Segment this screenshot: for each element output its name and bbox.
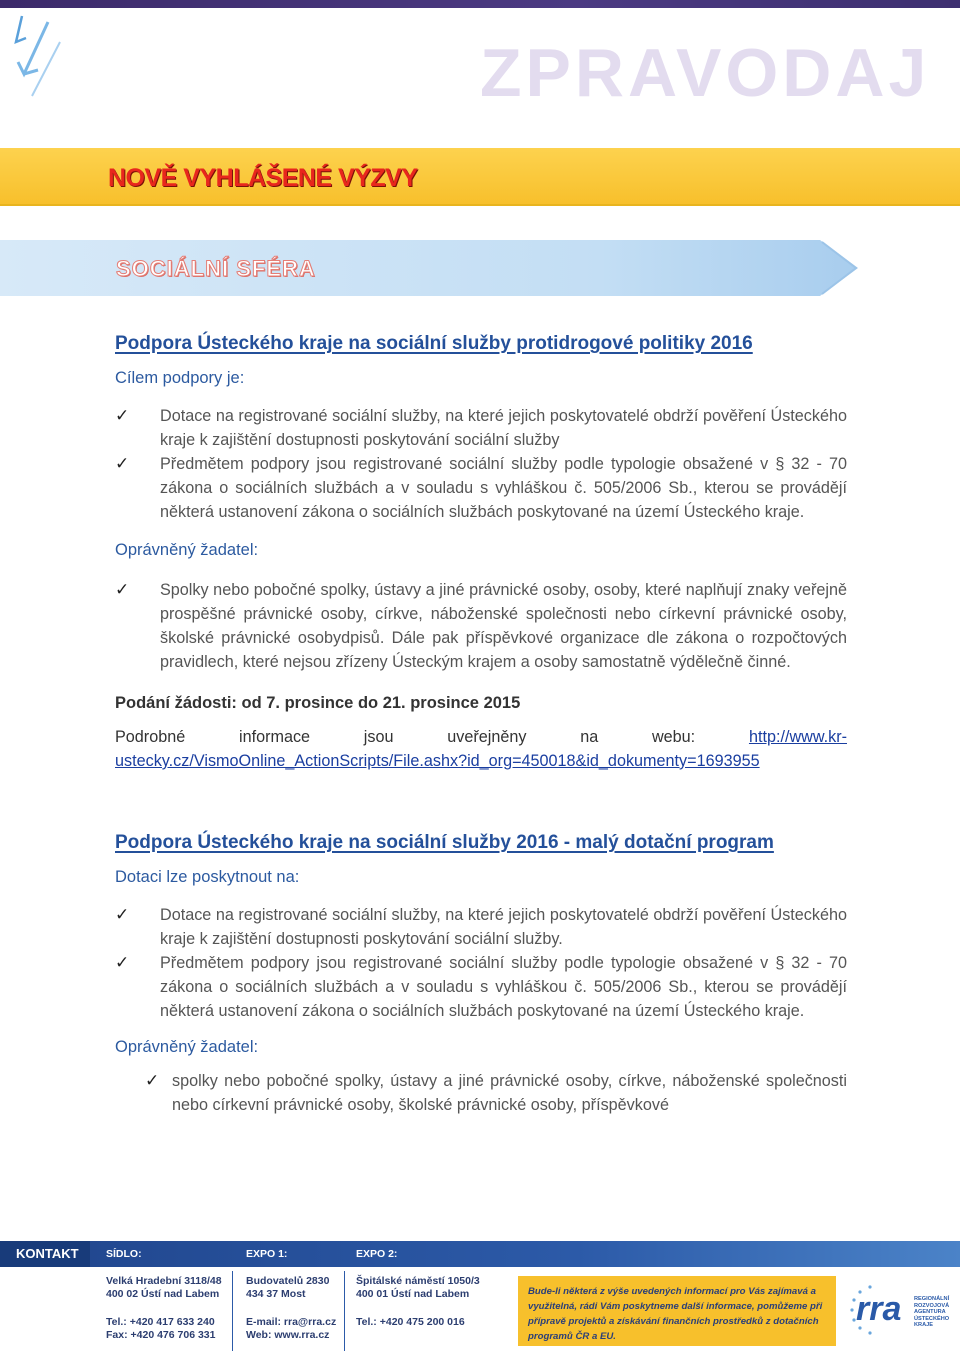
deadline: Podání žádosti: od 7. prosince do 21. prosince 2015 xyxy=(115,694,521,712)
footer-web[interactable]: Web: www.rra.cz xyxy=(246,1329,330,1341)
check-icon: ✓ xyxy=(115,580,130,599)
footer-expo2: Špitálské náměstí 1050/3 400 01 Ústí nad Labem Tel.: +420 475 200 016 xyxy=(356,1275,480,1328)
info-link-continued[interactable]: ustecky.cz/VismoOnline_ActionScripts/File.ashx?id_org=450018&id_dokumenty=1693955 xyxy=(115,752,760,770)
footer-email[interactable]: E-mail: rra@rra.cz xyxy=(246,1316,337,1328)
goal-list-1 xyxy=(115,404,847,524)
footer-expo1-label: EXPO 1: xyxy=(246,1248,288,1260)
goal-list-2 xyxy=(115,903,847,1023)
footer-expo1: Budovatelů 2830 434 37 Most E-mail: rra@rra.cz Web: www.rra.cz xyxy=(246,1275,337,1341)
check-icon: ✓ xyxy=(115,905,130,924)
section-title: NOVĚ VYHLÁŠENÉ VÝZVY xyxy=(108,164,418,192)
check-icon: ✓ xyxy=(115,406,130,425)
check-icon: ✓ xyxy=(115,953,130,972)
list-item: ✓ spolky nebo pobočné spolky, ústavy a jiné právnické osoby, církve, náboženské společnosti nebo církevní právnické osoby, školské právnické osoby, příspěvkové xyxy=(145,1071,847,1114)
applicant-label-1: Oprávněný žadatel: xyxy=(115,541,259,559)
rra-logo-caption: REGIONÁLNÍ ROZVOJOVÁ AGENTURA ÚSTECKÉHO KRAJE xyxy=(914,1296,950,1329)
info-link-cont xyxy=(115,749,847,773)
list-item: ✓ Dotace na registrované sociální služby, na které jejich poskytovatelé obdrží pověření Ústeckého kraje k zajištění dostupnosti poskytování sociální služby. xyxy=(115,905,847,948)
arrow-logo-icon xyxy=(8,12,68,102)
footer-sidlo-label: SÍDLO: xyxy=(106,1248,142,1260)
program-title-2: Podpora Ústeckého kraje na sociální služby 2016 - malý dotační program xyxy=(115,832,774,853)
footer-divider xyxy=(232,1271,233,1351)
applicant-list-2 xyxy=(115,1069,847,1117)
check-icon: ✓ xyxy=(145,1071,160,1090)
footer-sidlo: Velká Hradební 3118/48 400 02 Ústí nad Labem Tel.: +420 417 633 240 Fax: +420 476 706 331 xyxy=(106,1275,222,1341)
footer-header xyxy=(0,1241,960,1267)
footer-divider xyxy=(344,1271,345,1351)
info-link[interactable]: http://www.kr- xyxy=(748,728,847,746)
footer-promo: Bude-li některá z výše uvedených informací pro Vás zajímavá a využitelná, rádi Vám poskytneme další informace, pomůžeme při přípravě projektů a získávání finančních prostředků z dotačních programů ČR a EU. xyxy=(518,1276,836,1346)
check-icon: ✓ xyxy=(115,454,130,473)
info-text: Podrobné informace jsou uveřejněny na webu: http://www.kr- xyxy=(115,728,847,746)
category-title: SOCIÁLNÍ SFÉRA xyxy=(116,256,316,281)
list-item: ✓ Spolky nebo pobočné spolky, ústavy a jiné právnické osoby, osoby, které naplňují znaky veřejně prospěšné právnické osoby, církve, náboženské společnosti nebo církevní právnické osoby, školské právnické osobydpisů. Dále pak příspěvkové organizace dle zákona o rozpočtových pravidlech, které nejsou zřízeny Ústeckým krajem a osoby samostatně výdělečně činné. xyxy=(115,580,847,671)
footer-expo2-label: EXPO 2: xyxy=(356,1248,398,1260)
rra-logo xyxy=(846,1280,956,1344)
rra-logo-text: rra xyxy=(856,1290,902,1328)
footer-kontakt: KONTAKT xyxy=(0,1241,90,1267)
brand-title: ZPRAVODAJ xyxy=(480,35,931,111)
list-item: ✓ Dotace na registrované sociální služby, na které jejich poskytovatelé obdrží pověření Ústeckého kraje k zajištění dostupnosti poskytování sociální služby xyxy=(115,406,847,449)
list-item: ✓ Předmětem podpory jsou registrované sociální služby podle typologie obsažené v § 32 - 70 zákona o sociálních službách a v souladu s vyhláškou č. 505/2006 Sb., kterou se provádějí některá ustanovení zákona o sociálních službách poskytované na území Ústeckého kraje. xyxy=(115,953,847,1020)
top-bar xyxy=(0,0,960,8)
program-title-1: Podpora Ústeckého kraje na sociální služby protidrogové politiky 2016 xyxy=(115,333,753,354)
list-item: ✓ Předmětem podpory jsou registrované sociální služby podle typologie obsažené v § 32 - 70 zákona o sociálních službách a v souladu s vyhláškou č. 505/2006 Sb., kterou se provádějí některá ustanovení zákona o sociálních službách poskytované na území Ústeckého kraje. xyxy=(115,454,847,521)
applicant-label-2: Oprávněný žadatel: xyxy=(115,1038,259,1056)
applicant-list-1 xyxy=(115,578,847,674)
goal-label-2: Dotaci lze poskytnout na: xyxy=(115,868,300,886)
main-content xyxy=(115,326,847,1117)
goal-label-1: Cílem podpory je: xyxy=(115,369,245,387)
